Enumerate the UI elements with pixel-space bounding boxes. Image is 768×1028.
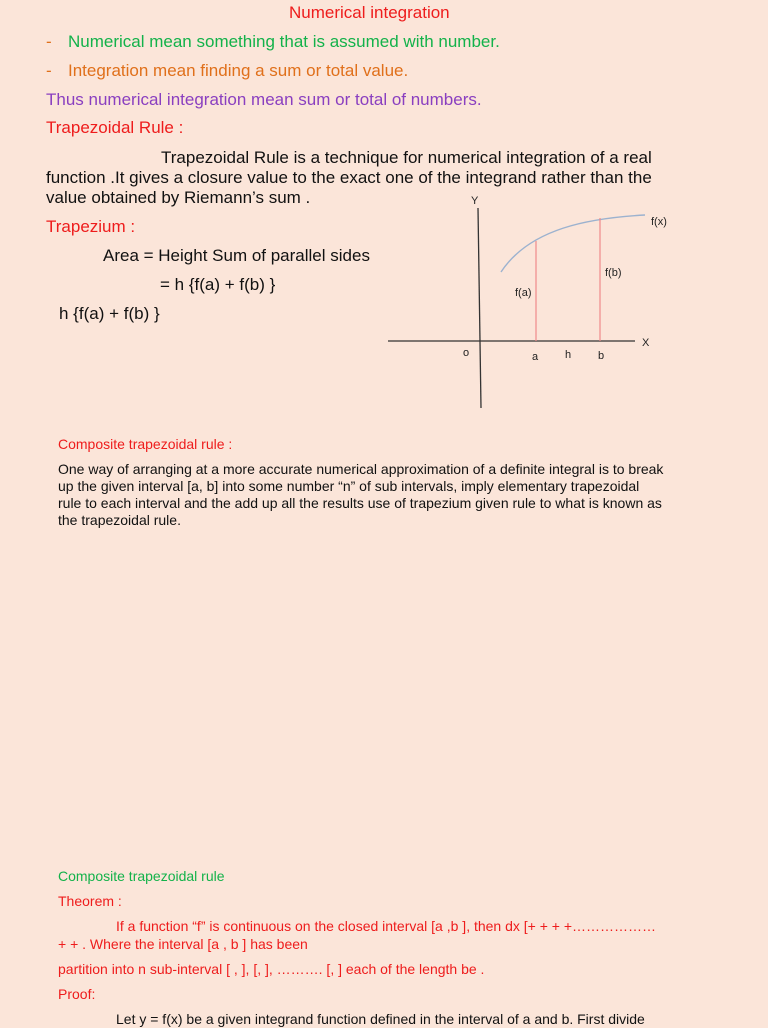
theorem-line: + + . Where the interval [a , b ] has been [58, 936, 308, 952]
fa-label: f(a) [515, 287, 532, 299]
page-title: Numerical integration [289, 3, 450, 22]
theorem-line: If a function “f” is continuous on the closed interval [a ,b ], then dx [+ + + +……………… [116, 918, 657, 934]
origin-label: o [463, 347, 470, 359]
width-h-label: h [565, 349, 572, 361]
y-axis-label: Y [471, 195, 479, 207]
composite-line: the trapezoidal rule. [58, 512, 181, 528]
x-axis-label: X [642, 337, 650, 349]
thus-statement: Thus numerical integration mean sum or total of numbers. [46, 90, 482, 109]
theorem-heading: Theorem : [58, 893, 122, 909]
trapezium-heading: Trapezium : [46, 217, 136, 236]
bullet-marker: - [46, 32, 52, 51]
point-a-label: a [532, 351, 539, 363]
fb-label: f(b) [605, 267, 622, 279]
fx-label: f(x) [651, 216, 667, 228]
area-result: h {f(a) + f(b) } [59, 304, 160, 323]
y-axis [478, 208, 481, 408]
point-b-label: b [598, 350, 605, 362]
composite-line: up the given interval [a, b] into some number “n” of sub intervals, imply elementary trapezoidal [58, 478, 640, 494]
trapezoidal-rule-line: function .It gives a closure value to the exact one of the integrand rather than the [46, 168, 652, 187]
proof-line: Let y = f(x) be a given integrand function defined in the interval of a and b. First divide [116, 1011, 645, 1027]
area-formula: Area = Height Sum of parallel sides [103, 246, 370, 265]
bullet-marker: - [46, 61, 52, 80]
function-curve [501, 215, 645, 272]
trapezoidal-rule-line: value obtained by Riemann’s sum . [46, 188, 311, 207]
bullet-text: Integration mean finding a sum or total value. [68, 61, 409, 80]
area-equation: = h {f(a) + f(b) } [160, 275, 276, 294]
trapezoidal-rule-heading: Trapezoidal Rule : [46, 118, 184, 137]
bullet-text: Numerical mean something that is assumed with number. [68, 32, 500, 51]
composite-rule-heading: Composite trapezoidal rule [58, 868, 225, 884]
composite-line: rule to each interval and the add up all the results use of trapezium given rule to what is known as [58, 495, 662, 511]
composite-line: One way of arranging at a more accurate numerical approximation of a definite integral is to break [58, 461, 664, 477]
proof-heading: Proof: [58, 986, 96, 1002]
trapezoidal-rule-line: Trapezoidal Rule is a technique for numerical integration of a real [161, 148, 652, 167]
partition-line: partition into n sub-interval [ , ], [, ], ………. [, ] each of the length be . [58, 961, 485, 977]
composite-heading: Composite trapezoidal rule : [58, 436, 233, 452]
